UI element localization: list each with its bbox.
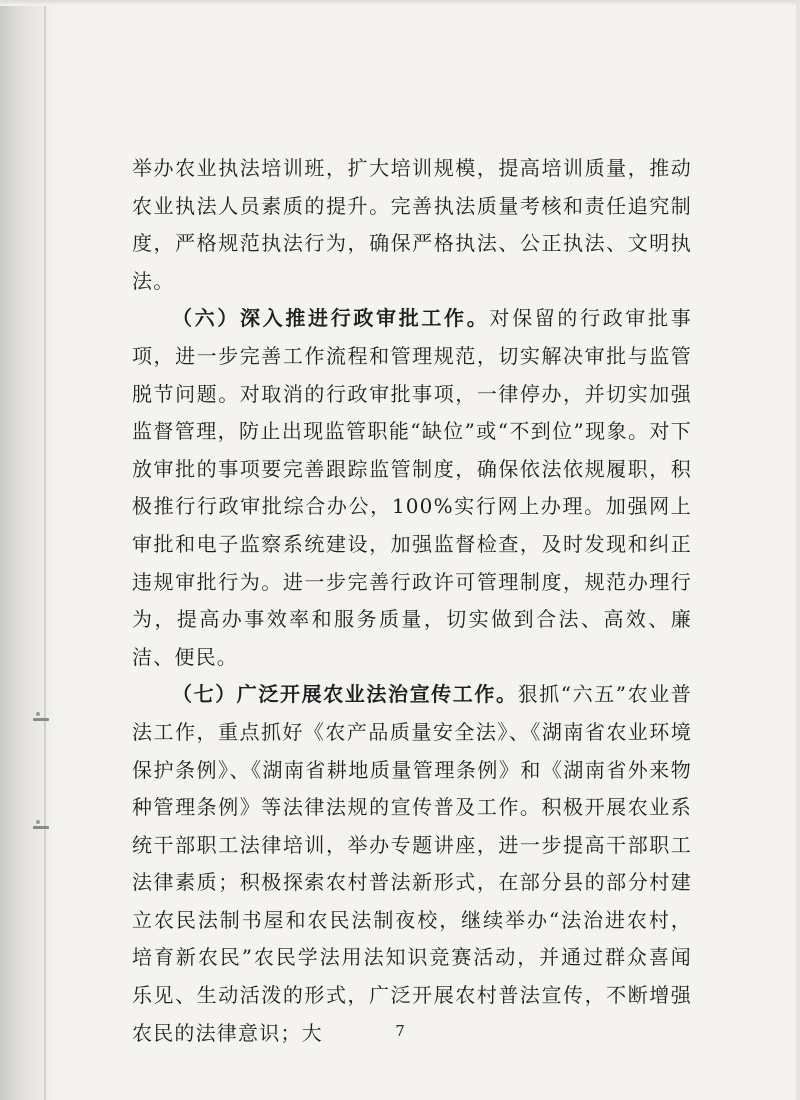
staple-icon xyxy=(33,826,49,829)
paragraph-3-text: 狠抓“六五”农业普法工作，重点抓好《农产品质量安全法》、《湖南省农业环境保护条例》、《湖南省耕地质量管理条例》和《湖南省外来物种管理条例》等法律法规的宣传普及工作。积极开展农业系统干部职工法律培训，举办专题讲座，进一步提高干部职工法律素质；积极探索农村普法新形式，在部分县的部分村建立农民法制书屋和农民法制夜校，继续举办“法治进农村，培育新农民”农民学法用法知识竞赛活动，并通过群众喜闻乐见、生动活泼的形式，广泛开展农村普法宣传，不断增强农民的法律意识；大 xyxy=(132,682,693,1045)
section-heading-7: （七）广泛开展农业法治宣传工作。 xyxy=(172,682,518,707)
paragraph-1-text: 举办农业执法培训班，扩大培训规模，提高培训质量，推动农业执法人员素质的提升。完善执法质量考核和责任追究制度，严格规范执法行为，确保严格执法、公正执法、文明执法。 xyxy=(132,156,692,293)
page-number: 7 xyxy=(395,1022,405,1040)
paragraph-1 xyxy=(132,150,692,300)
paragraph-2 xyxy=(132,300,692,676)
binding-crease xyxy=(44,0,46,1100)
binding-shadow xyxy=(0,0,58,1100)
paragraph-2-text: 对保留的行政审批事项，进一步完善工作流程和管理规范，切实解决审批与监管脱节问题。对取消的行政审批事项，一律停办，并切实加强监督管理，防止出现监管职能“缺位”或“不到位”现象。对下放审批的事项要完善跟踪监管制度，确保依法依规履职，积极推行行政审批综合办公，100%实行网上办理。加强网上审批和电子监察系统建设，加强监督检查，及时发现和纠正违规审批行为。进一步完善行政许可管理制度，规范办理行为，提高办事效率和服务质量，切实做到合法、高效、廉洁、便民。 xyxy=(132,306,692,669)
body-text xyxy=(132,150,692,1052)
section-heading-6: （六）深入推进行政审批工作。 xyxy=(172,306,490,331)
staple-hole-icon xyxy=(36,820,40,824)
page-right-edge xyxy=(796,0,800,1100)
staple-icon xyxy=(33,718,49,721)
staple-hole-icon xyxy=(36,712,40,716)
page-top-edge xyxy=(0,0,800,6)
paragraph-3 xyxy=(132,676,692,1052)
